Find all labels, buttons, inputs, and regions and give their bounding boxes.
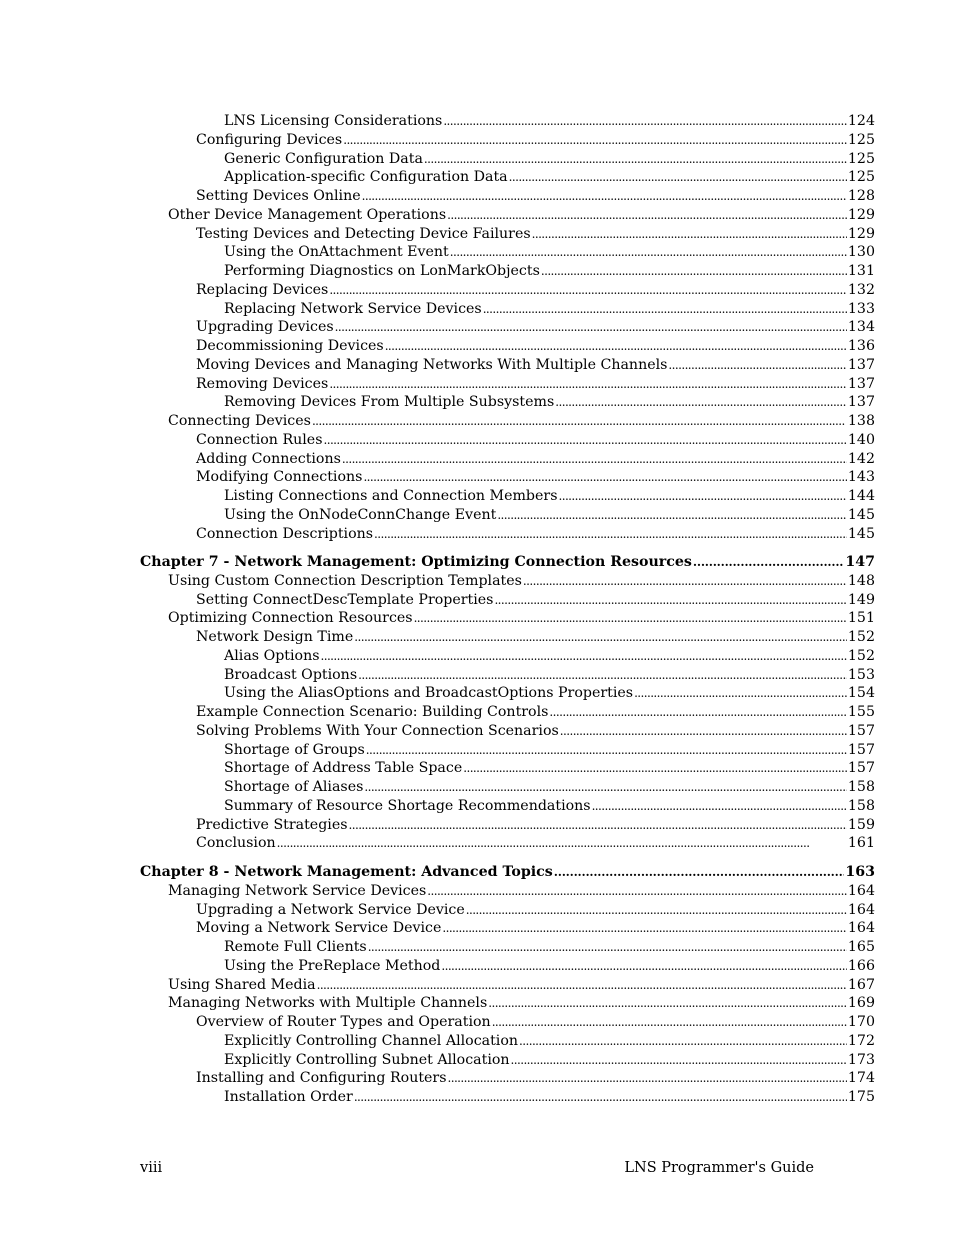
toc-dot-leader [441, 957, 847, 976]
toc-dot-leader [509, 168, 847, 187]
toc-entry-title: Solving Problems With Your Connection Scenarios [196, 722, 559, 739]
toc-dot-leader [349, 816, 847, 835]
toc-entry-page: 173 [847, 1051, 875, 1068]
toc-dot-leader [523, 572, 847, 591]
toc-entry-title: Testing Devices and Detecting Device Failures [196, 225, 531, 242]
toc-entry[interactable] [140, 468, 875, 487]
toc-entry-title: Using the AliasOptions and BroadcastOptions Properties [224, 685, 634, 702]
toc-entry[interactable] [140, 112, 875, 131]
toc-entry-page: 158 [847, 779, 875, 796]
toc-entry-title: Using Custom Connection Description Templates [168, 572, 522, 589]
table-of-contents [140, 112, 875, 1107]
toc-dot-leader [560, 722, 847, 741]
toc-entry-page: 145 [847, 506, 875, 523]
toc-dot-leader [442, 919, 847, 938]
toc-entry-title: Configuring Devices [196, 131, 343, 148]
toc-entry[interactable] [140, 431, 875, 450]
toc-entry[interactable] [140, 487, 875, 506]
toc-entry-title: Removing Devices From Multiple Subsystems [224, 394, 555, 411]
toc-entry-title: Predictive Strategies [196, 816, 348, 833]
toc-entry-page: 124 [847, 113, 875, 129]
toc-entry[interactable] [140, 797, 875, 816]
toc-entry[interactable] [140, 938, 875, 957]
toc-chapter-entry[interactable] [140, 553, 875, 572]
toc-entry[interactable] [140, 759, 875, 778]
toc-entry-page: 129 [847, 225, 875, 242]
toc-entry-page: 164 [847, 901, 875, 918]
toc-entry[interactable] [140, 150, 875, 169]
toc-dot-leader [364, 778, 847, 797]
toc-entry[interactable] [140, 666, 875, 685]
toc-entry-page: 165 [847, 939, 875, 956]
toc-dot-leader [374, 525, 847, 544]
toc-dot-leader [555, 393, 847, 412]
toc-dot-leader [463, 759, 847, 778]
toc-entry-page: 166 [847, 957, 875, 974]
toc-entry-page: 153 [847, 666, 875, 683]
toc-entry-title: Generic Configuration Data [224, 150, 423, 167]
toc-entry[interactable] [140, 318, 875, 337]
toc-entry-page: 144 [847, 488, 875, 504]
toc-entry-page: 137 [847, 375, 875, 392]
toc-entry[interactable] [140, 525, 875, 544]
toc-entry[interactable] [140, 1051, 875, 1070]
page-footer [140, 1160, 814, 1176]
toc-entry-title: Network Design Time [196, 629, 354, 646]
toc-entry-page: 143 [847, 469, 875, 486]
toc-entry-title: Installation Order [224, 1089, 353, 1106]
toc-dot-leader [443, 112, 847, 131]
toc-entry[interactable] [140, 628, 875, 647]
toc-dot-leader [549, 703, 846, 722]
toc-dot-leader [668, 356, 846, 375]
toc-entry[interactable] [140, 684, 875, 703]
toc-entry[interactable] [140, 722, 875, 741]
toc-entry[interactable] [140, 572, 875, 591]
toc-entry-page: 149 [847, 591, 875, 608]
toc-dot-leader [532, 225, 847, 244]
toc-dot-leader [320, 647, 846, 666]
toc-entry-title: Decommissioning Devices [196, 338, 384, 354]
toc-entry-title: Using the PreReplace Method [224, 957, 441, 974]
toc-entry[interactable] [140, 994, 875, 1013]
toc-dot-leader [497, 506, 847, 525]
toc-entry-title: Removing Devices [196, 375, 329, 392]
toc-entry-page: 169 [847, 995, 875, 1012]
toc-entry-title: Modifying Connections [196, 469, 363, 486]
toc-entry[interactable] [140, 778, 875, 797]
toc-entry[interactable] [140, 609, 875, 628]
toc-entry-page: 164 [847, 882, 875, 899]
toc-entry[interactable] [140, 337, 875, 356]
toc-entry[interactable] [140, 262, 875, 281]
toc-dot-leader [358, 666, 847, 685]
toc-dot-leader [634, 684, 847, 703]
toc-chapter-entry[interactable] [140, 863, 875, 882]
toc-entry[interactable] [140, 882, 875, 901]
toc-entry[interactable] [140, 816, 875, 835]
toc-entry[interactable] [140, 225, 875, 244]
toc-entry[interactable] [140, 834, 875, 853]
toc-dot-leader [693, 553, 844, 572]
toc-entry-title: Connecting Devices [168, 413, 311, 429]
toc-entry-page: 155 [847, 704, 875, 721]
toc-entry-page: 130 [847, 244, 875, 261]
toc-dot-leader [414, 609, 847, 628]
toc-dot-leader [511, 1051, 847, 1070]
toc-entry[interactable] [140, 1069, 875, 1088]
toc-dot-leader [354, 1088, 847, 1107]
toc-entry[interactable] [140, 356, 875, 375]
toc-dot-leader [277, 834, 847, 853]
toc-entry[interactable] [140, 919, 875, 938]
toc-dot-leader [343, 131, 847, 150]
toc-entry-page: 170 [847, 1014, 875, 1031]
toc-entry-page: 152 [847, 647, 875, 664]
toc-entry-page: 131 [847, 263, 875, 279]
toc-dot-leader [368, 938, 847, 957]
toc-entry-page: 163 [845, 863, 875, 880]
toc-entry-title: Shortage of Address Table Space [224, 760, 463, 777]
toc-entry-page: 147 [845, 553, 875, 570]
toc-entry-page: 152 [847, 629, 875, 646]
toc-entry-page: 161 [847, 835, 875, 852]
toc-entry[interactable] [140, 741, 875, 760]
toc-entry-title: Conclusion [196, 835, 276, 852]
toc-dot-leader [466, 901, 847, 920]
toc-entry-page: 137 [847, 394, 875, 411]
toc-entry[interactable] [140, 168, 875, 187]
toc-dot-leader [363, 468, 846, 487]
toc-entry-title: Connection Descriptions [196, 525, 374, 542]
toc-dot-leader [541, 262, 847, 281]
toc-entry[interactable] [140, 281, 875, 300]
toc-dot-leader [317, 976, 847, 995]
toc-dot-leader [323, 431, 846, 450]
toc-entry[interactable] [140, 375, 875, 394]
toc-entry-page: 125 [847, 150, 875, 167]
toc-entry-page: 167 [847, 976, 875, 993]
toc-entry-title: Other Device Management Operations [168, 206, 447, 223]
toc-entry[interactable] [140, 450, 875, 469]
toc-entry-title: Summary of Resource Shortage Recommendations [224, 797, 591, 814]
toc-entry-page: 140 [847, 431, 875, 448]
toc-entry[interactable] [140, 206, 875, 225]
toc-dot-leader [342, 450, 847, 469]
toc-dot-leader [447, 206, 847, 225]
toc-entry-title: Listing Connections and Connection Members [224, 488, 558, 504]
toc-entry-page: 134 [847, 319, 875, 336]
toc-entry-page: 132 [847, 281, 875, 298]
toc-entry-title: Setting ConnectDescTemplate Properties [196, 591, 494, 608]
toc-entry[interactable] [140, 957, 875, 976]
toc-entry[interactable] [140, 591, 875, 610]
toc-dot-leader [362, 187, 847, 206]
toc-dot-leader [329, 281, 847, 300]
toc-entry-title: Adding Connections [196, 450, 341, 467]
toc-entry[interactable] [140, 1013, 875, 1032]
toc-entry[interactable] [140, 901, 875, 920]
toc-dot-leader [366, 741, 847, 760]
toc-entry-page: 154 [847, 685, 875, 702]
toc-entry-title: Connection Rules [196, 431, 323, 448]
toc-entry-title: Shortage of Groups [224, 741, 365, 758]
toc-entry-title: Replacing Network Service Devices [224, 300, 482, 317]
toc-entry[interactable] [140, 506, 875, 525]
toc-entry[interactable] [140, 412, 875, 431]
toc-entry[interactable] [140, 300, 875, 319]
toc-entry-title: Explicitly Controlling Channel Allocation [224, 1032, 519, 1049]
toc-entry-page: 159 [847, 816, 875, 833]
toc-entry-page: 145 [847, 525, 875, 542]
toc-entry-title: Managing Network Service Devices [168, 882, 427, 899]
toc-entry-title: Managing Networks with Multiple Channels [168, 995, 488, 1012]
toc-entry-page: 137 [847, 356, 875, 373]
toc-dot-leader [554, 863, 845, 882]
toc-entry-title: Moving Devices and Managing Networks With Multiple Channels [196, 356, 668, 373]
toc-entry-title: Broadcast Options [224, 666, 358, 683]
footer-page-number: viii [140, 1160, 163, 1176]
toc-dot-leader [329, 375, 847, 394]
chapter-spacer [140, 543, 875, 553]
toc-entry-page: 175 [847, 1089, 875, 1106]
toc-entry-page: 164 [847, 920, 875, 937]
toc-entry-title: LNS Licensing Considerations [224, 113, 443, 129]
toc-entry-title: Application-specific Configuration Data [224, 169, 508, 186]
toc-entry-title: Performing Diagnostics on LonMarkObjects [224, 263, 540, 279]
toc-entry-title: Using Shared Media [168, 976, 316, 993]
toc-entry-title: Explicitly Controlling Subnet Allocation [224, 1051, 510, 1068]
toc-entry-title: Setting Devices Online [196, 188, 361, 204]
toc-entry-page: 158 [847, 797, 875, 814]
toc-entry[interactable] [140, 393, 875, 412]
toc-entry-title: Remote Full Clients [224, 939, 367, 956]
toc-dot-leader [335, 318, 847, 337]
chapter-spacer [140, 853, 875, 863]
toc-entry-title: Upgrading Devices [196, 319, 334, 336]
toc-entry-page: 129 [847, 206, 875, 223]
toc-entry-page: 174 [847, 1070, 875, 1087]
toc-dot-leader [592, 797, 847, 816]
toc-entry-page: 151 [847, 610, 875, 627]
toc-dot-leader [483, 300, 847, 319]
toc-entry-page: 142 [847, 450, 875, 467]
toc-entry-page: 133 [847, 300, 875, 317]
toc-entry[interactable] [140, 1088, 875, 1107]
toc-entry-page: 148 [847, 572, 875, 589]
toc-dot-leader [450, 243, 847, 262]
toc-entry-title: Optimizing Connection Resources [168, 610, 413, 627]
toc-entry-title: Using the OnNodeConnChange Event [224, 506, 497, 523]
toc-dot-leader [448, 1069, 847, 1088]
toc-dot-leader [385, 337, 847, 356]
toc-entry-title: Moving a Network Service Device [196, 920, 442, 937]
toc-dot-leader [492, 1013, 847, 1032]
toc-entry[interactable] [140, 1032, 875, 1051]
toc-entry-page: 157 [847, 741, 875, 758]
toc-entry-title: Replacing Devices [196, 281, 329, 298]
toc-entry[interactable] [140, 187, 875, 206]
toc-entry-title: Upgrading a Network Service Device [196, 901, 465, 918]
toc-entry-page: 157 [847, 722, 875, 739]
toc-dot-leader [424, 150, 847, 169]
toc-entry-title: Installing and Configuring Routers [196, 1070, 447, 1087]
toc-entry-page: 138 [847, 413, 875, 429]
toc-dot-leader [488, 994, 847, 1013]
toc-entry-page: 172 [847, 1032, 875, 1049]
toc-dot-leader [558, 487, 846, 506]
toc-dot-leader [494, 591, 846, 610]
toc-entry[interactable] [140, 647, 875, 666]
toc-entry-title: Using the OnAttachment Event [224, 244, 449, 261]
footer-book-title: LNS Programmer's Guide [624, 1160, 814, 1176]
toc-entry-page: 125 [847, 131, 875, 148]
toc-entry-title: Shortage of Aliases [224, 779, 364, 796]
toc-entry-page: 136 [847, 338, 875, 354]
toc-entry[interactable] [140, 703, 875, 722]
toc-entry[interactable] [140, 976, 875, 995]
toc-dot-leader [427, 882, 847, 901]
toc-entry[interactable] [140, 131, 875, 150]
toc-entry-page: 128 [847, 188, 875, 204]
toc-entry-title: Chapter 8 - Network Management: Advanced Topics [140, 863, 553, 880]
toc-entry-title: Chapter 7 - Network Management: Optimizing Connection Resources [140, 553, 692, 570]
toc-entry-page: 125 [847, 169, 875, 186]
toc-dot-leader [354, 628, 847, 647]
toc-entry-title: Example Connection Scenario: Building Controls [196, 704, 549, 721]
toc-dot-leader [519, 1032, 847, 1051]
toc-dot-leader [312, 412, 847, 431]
toc-entry-title: Alias Options [224, 647, 320, 664]
toc-entry[interactable] [140, 243, 875, 262]
toc-entry-page: 157 [847, 760, 875, 777]
toc-entry-title: Overview of Router Types and Operation [196, 1014, 491, 1031]
